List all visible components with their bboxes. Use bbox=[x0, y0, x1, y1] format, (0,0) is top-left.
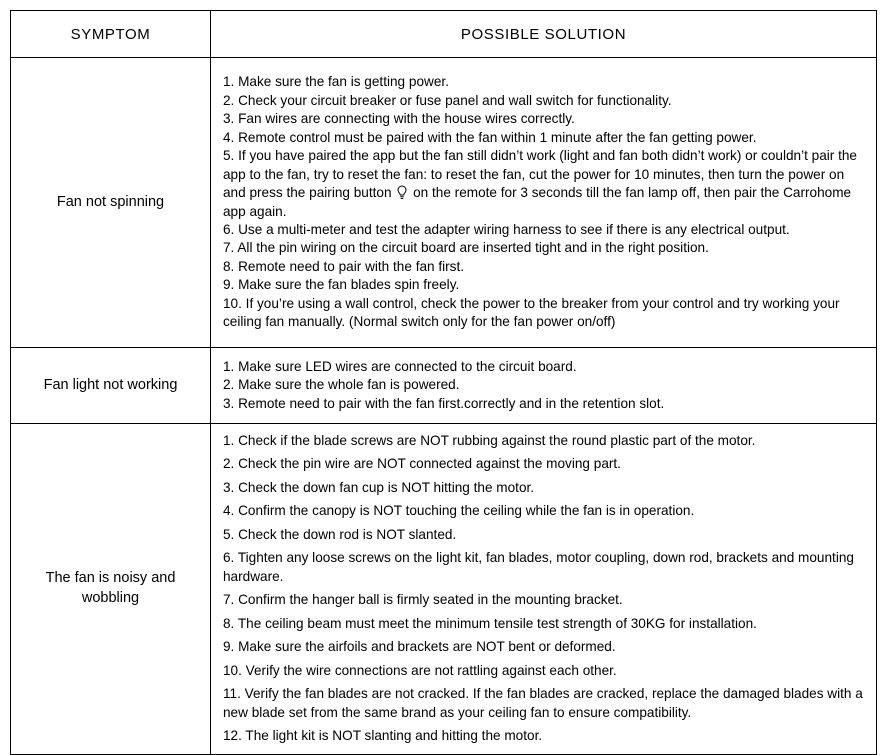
solution-item: 1. Check if the blade screws are NOT rubbing against the round plastic part of the motor. bbox=[223, 433, 756, 448]
solution-item: 5. Check the down rod is NOT slanted. bbox=[223, 526, 457, 542]
table-row bbox=[11, 348, 877, 424]
solution-item bbox=[223, 147, 866, 221]
solution-item: 3. Remote need to pair with the fan first.correctly and in the retention slot. bbox=[223, 395, 665, 411]
solution-item: 6. Use a multi-meter and test the adapter wiring harness to see if there is any electrical output. bbox=[223, 221, 790, 237]
solution-item: 3. Fan wires are connecting with the house wires correctly. bbox=[223, 111, 575, 127]
table-row bbox=[11, 424, 877, 755]
solution-item: 2. Make sure the whole fan is powered. bbox=[223, 377, 460, 393]
solution-item: 4. Confirm the canopy is NOT touching the ceiling while the fan is in operation. bbox=[223, 503, 695, 519]
solution-item-text: 5. If you have paired the app but the fan still didn’t work (light and fan both didn’t work) or couldn’t pair the app to the fan, try to reset the fan: to reset the fan, cut the power for 10 minutes, then turn the power on and press the pairing button bbox=[223, 148, 857, 201]
solution-item: 2. Check the pin wire are NOT connected against the moving part. bbox=[223, 456, 621, 472]
symptom-column-header: SYMPTOM bbox=[11, 11, 211, 58]
solution-item: 8. The ceiling beam must meet the minimum tensile test strength of 30KG for installation. bbox=[223, 615, 757, 631]
solution-item: 2. Check your circuit breaker or fuse panel and wall switch for functionality. bbox=[223, 92, 672, 108]
solution-item: 7. Confirm the hanger ball is firmly seated in the mounting bracket. bbox=[223, 592, 623, 608]
solution-fan-noisy-wobbling bbox=[211, 424, 877, 755]
solution-item: 1. Make sure the fan is getting power. bbox=[223, 74, 449, 90]
symptom-fan-light-not-working: Fan light not working bbox=[11, 348, 211, 424]
solution-item: 3. Check the down fan cup is NOT hitting the motor. bbox=[223, 479, 535, 495]
solution-item: 9. Make sure the airfoils and brackets are NOT bent or deformed. bbox=[223, 639, 616, 655]
solution-item: 10. If you’re using a wall control, check the power to the breaker from your control and try working your ceiling fan manually. (Normal switch only for the fan power on/off) bbox=[223, 295, 840, 330]
solution-item: 7. All the pin wiring on the circuit board are inserted tight and in the right position. bbox=[223, 240, 709, 256]
table-row bbox=[11, 58, 877, 348]
solution-item: 11. Verify the fan blades are not cracked. If the fan blades are cracked, replace the damaged blades with a new blade set from the same brand as your ceiling fan to ensure compatibility. bbox=[223, 686, 863, 720]
solution-item: 8. Remote need to pair with the fan first. bbox=[223, 258, 465, 274]
solution-item: 6. Tighten any loose screws on the light kit, fan blades, motor coupling, down rod, brackets and mounting hardware. bbox=[223, 550, 854, 584]
solution-fan-light-not-working bbox=[211, 348, 877, 424]
solution-column-header: POSSIBLE SOLUTION bbox=[211, 11, 877, 58]
solution-item: 9. Make sure the fan blades spin freely. bbox=[223, 277, 460, 293]
solution-fan-not-spinning bbox=[211, 58, 877, 348]
symptom-fan-noisy-wobbling: The fan is noisy and wobbling bbox=[11, 424, 211, 755]
solution-item: 10. Verify the wire connections are not rattling against each other. bbox=[223, 662, 617, 678]
troubleshooting-table bbox=[10, 10, 877, 755]
symptom-fan-not-spinning: Fan not spinning bbox=[11, 58, 211, 348]
solution-item: 4. Remote control must be paired with the fan within 1 minute after the fan getting power. bbox=[223, 129, 757, 145]
header-row bbox=[11, 11, 877, 58]
pairing-bulb-icon bbox=[396, 185, 408, 200]
solution-item: 1. Make sure LED wires are connected to the circuit board. bbox=[223, 358, 577, 374]
solution-item: 12. The light kit is NOT slanting and hitting the motor. bbox=[223, 728, 543, 744]
solution-item-text: on the remote for 3 seconds till the fan lamp off, then pair the Carrohome app again. bbox=[223, 185, 852, 219]
